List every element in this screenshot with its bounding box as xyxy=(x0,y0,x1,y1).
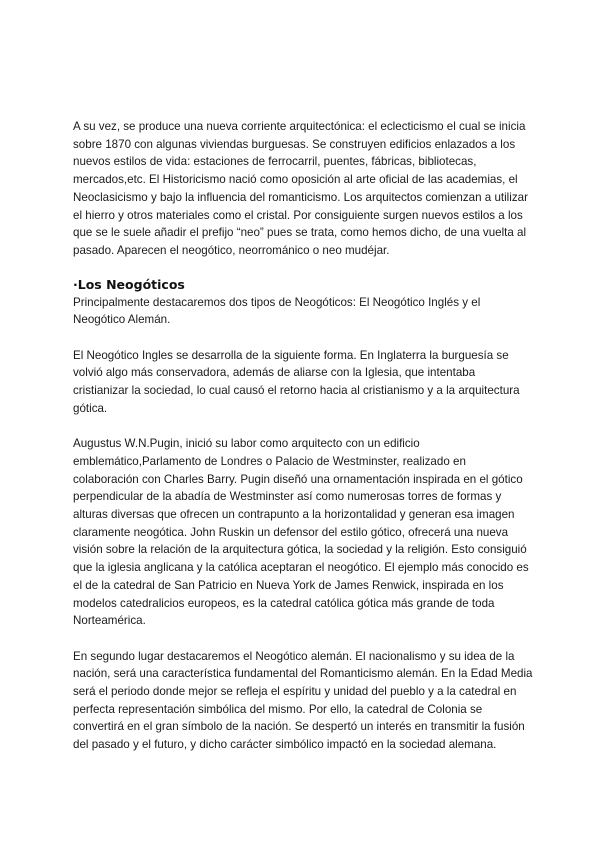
section-heading: ·Los Neogóticos xyxy=(73,276,185,292)
paragraph-english-neogothic: El Neogótico Ingles se desarrolla de la siguiente forma. En Inglaterra la burguesía se volvió algo más conservadora, además de aliarse con la Iglesia, que intentaba cristianizar la sociedad, lo cual causó el retorno hacia al cristianismo y a la arquitectura gótica. xyxy=(73,348,520,415)
document-body xyxy=(73,118,533,772)
paragraph-pugin: Augustus W.N.Pugin, inició su labor como arquitecto con un edificio emblemático,Parlamento de Londres o Palacio de Westminster, realizado en colaboración con Charles Barry. Pugin diseñó una ornamentación inspirada en el gótico perpendicular de la abadía de Westminster así como numerosas torres de formas y alturas diversas que ofrecen un contrapunto a la horizontalidad y generan esa imagen claramente neogótica. John Ruskin un defensor del estilo gótico, ofrecerá una nueva visión sobre la relación de la arquitectura gótica, la sociedad y la religión. Esto consiguió que la iglesia anglicana y la católica aceptaran el neogótico. El ejemplo más conocido es el de la catedral de San Patricio en Nueva York de James Renwick, inspirada en los modelos catedralicios europeos, es la catedral católica gótica más grande de toda Norteamérica. xyxy=(73,437,529,628)
paragraph-neogothic-types: Principalmente destacaremos dos tipos de Neogóticos: El Neogótico Inglés y el Neogótico Alemán. xyxy=(73,295,481,327)
paragraph-german-neogothic: En segundo lugar destacaremos el Neogótico alemán. El nacionalismo y su idea de la nación, será una característica fundamental del Romanticismo alemán. En la Edad Media será el periodo donde mejor se refleja el espíritu y unidad del pueblo y a la catedral en perfecta representación simbólica del mismo. Por ello, la catedral de Colonia se convertirá en el gran símbolo de la nación. Se despertó un interés en transmitir la fusión del pasado y el futuro, y dicho carácter simbólico impactó en la sociedad alemana. xyxy=(73,649,533,752)
intro-paragraph: A su vez, se produce una nueva corriente arquitectónica: el eclecticismo el cual se inicia sobre 1870 con algunas viviendas burguesas. Se construyen edificios enlazados a los nuevos estilos de vida: estaciones de ferrocarril, puentes, fábricas, bibliotecas, mercados,etc. El Historicismo nació como oposición al arte oficial de las academias, el Neoclasicismo y bajo la influencia del romanticismo. Los arquitectos comienzan a utilizar el hierro y otros materiales como el cristal. Por consiguiente surgen nuevos estilos a los que se le suele añadir el prefijo “neo” pues se trata, como hemos dicho, de una vuelta al pasado. Aparecen el neogótico, neorrománico o neo mudéjar. xyxy=(73,120,528,257)
